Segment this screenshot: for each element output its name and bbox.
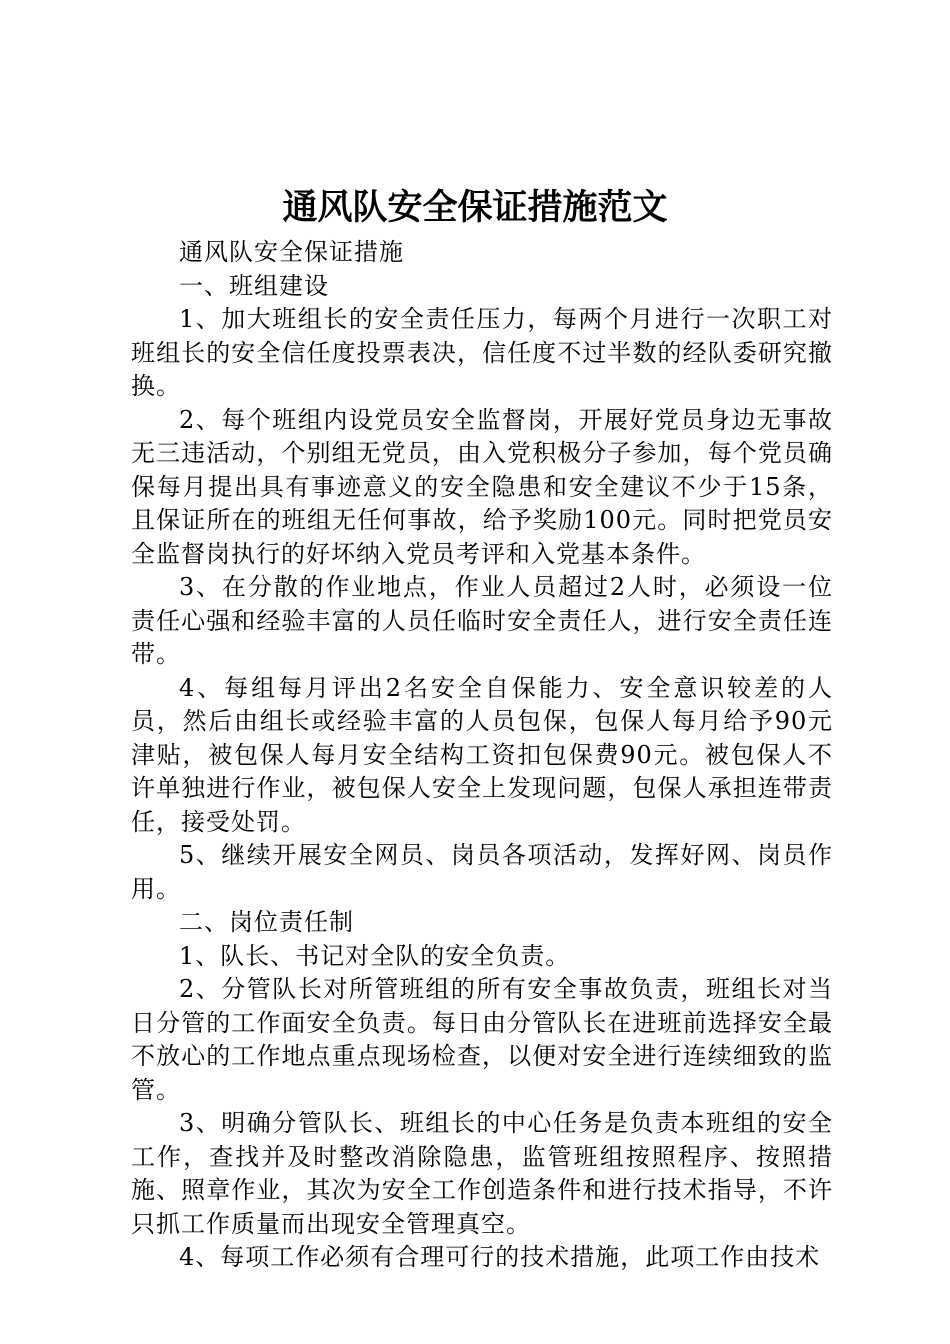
section-heading-2: 二、岗位责任制 <box>179 908 354 936</box>
paragraph-1-5: 5、继续开展安全网员、岗员各项活动，发挥好网、岗员作用。 <box>131 841 833 903</box>
paragraph-2-2: 2、分管队长对所管班组的所有安全事故负责，班组长对当日分管的工作面安全负责。每日由分管队长在进班前选择安全最不放心的工作地点重点现场检查，以便对安全进行连续细致的监管。 <box>131 975 833 1104</box>
paragraph-1-1: 1、加大班组长的安全责任压力，每两个月进行一次职工对班组长的安全信任度投票表决，信任度不过半数的经队委研究撤换。 <box>131 305 833 400</box>
paragraph-1-3: 3、在分散的作业地点，作业人员超过2人时，必须设一位责任心强和经验丰富的人员任临时安全责任人，进行安全责任连带。 <box>131 573 833 668</box>
document-body <box>131 236 833 1275</box>
paragraph-2-3: 3、明确分管队长、班组长的中心任务是负责本班组的安全工作，查找并及时整改消除隐患，监管班组按照程序、按照措施、照章作业，其次为安全工作创造条件和进行技术指导，不许只抓工作质量而出现安全管理真空。 <box>131 1109 833 1238</box>
paragraph-2-1: 1、队长、书记对全队的安全负责。 <box>179 941 571 970</box>
paragraph-1-2: 2、每个班组内设党员安全监督岗，开展好党员身边无事故无三违活动，个别组无党员，由入党积极分子参加，每个党员确保每月提出具有事迹意义的安全隐患和安全建议不少于15条，且保证所在的班组无任何事故，给予奖励100元。同时把党员安全监督岗执行的好坏纳入党员考评和入党基本条件。 <box>131 405 833 568</box>
subtitle-paragraph: 通风队安全保证措施 <box>179 238 404 266</box>
paragraph-2-4: 4、每项工作必须有合理可行的技术措施，此项工作由技术 <box>179 1243 821 1271</box>
paragraph-1-4: 4、每组每月评出2名安全自保能力、安全意识较差的人员，然后由组长或经验丰富的人员包保，包保人每月给予90元津贴，被包保人每月安全结构工资扣包保费90元。被包保人不许单独进行作业，被包保人安全上发现问题，包保人承担连带责任，接受处罚。 <box>131 673 833 836</box>
document-title: 通风队安全保证措施范文 <box>282 187 668 228</box>
section-heading-1: 一、班组建设 <box>179 271 329 300</box>
